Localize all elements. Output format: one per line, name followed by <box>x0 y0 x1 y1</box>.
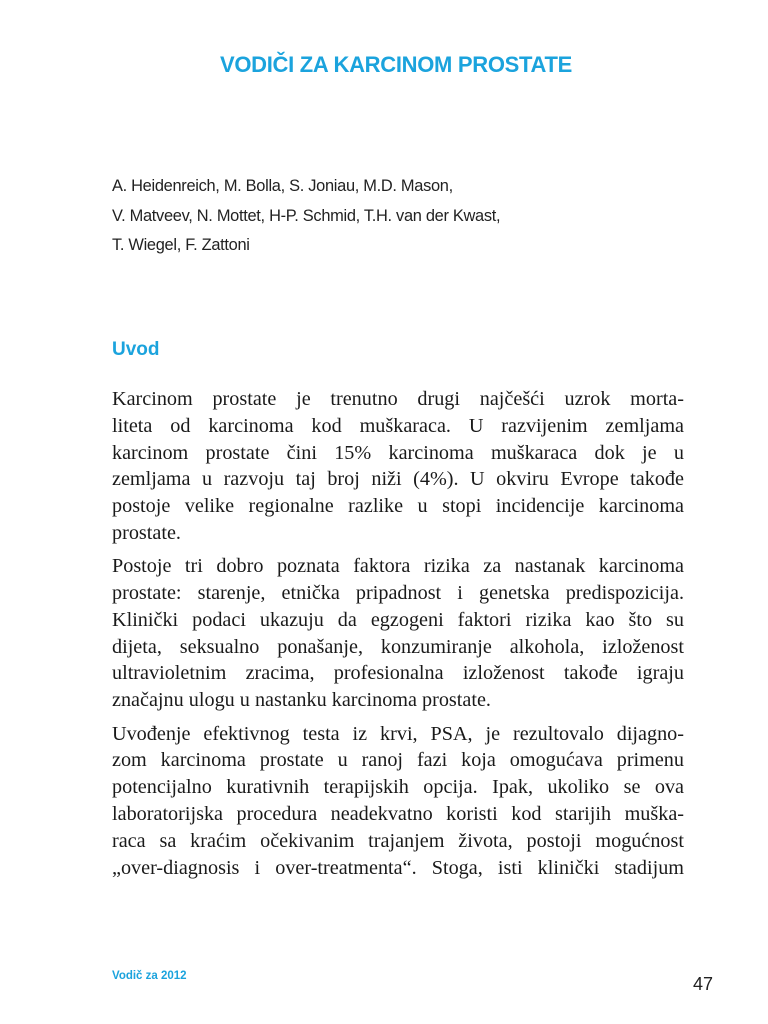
text-line: potencijalno kurativnih terapijskih opcija. Ipak, ukoliko se ova <box>112 776 684 799</box>
author-line: A. Heidenreich, M. Bolla, S. Joniau, M.D. Mason, <box>112 177 453 195</box>
author-line: T. Wiegel, F. Zattoni <box>112 236 250 254</box>
text-line: karcinom prostate čini 15% karcinoma muškaraca dok je u <box>112 441 684 464</box>
text-line: zom karcinoma prostate u ranoj fazi koja omogućava primenu <box>112 749 684 772</box>
section-heading: Uvod <box>112 339 160 360</box>
page-title: VODIČI ZA KARCINOM PROSTATE <box>219 52 573 77</box>
text-line: značajnu ulogu u nastanku karcinoma prostate. <box>112 689 491 712</box>
text-line: raca sa kraćim očekivanim trajanjem života, postoji mogućnost <box>112 829 684 852</box>
body-text <box>112 386 684 888</box>
paragraph <box>112 721 684 882</box>
paragraph <box>112 386 684 547</box>
text-line: „over-diagnosis i over-treatmenta“. Stoga, isti klinički stadijum <box>112 856 684 879</box>
text-line: Klinički podaci ukazuju da egzogeni faktori rizika kao što su <box>112 608 684 631</box>
page-number: 47 <box>693 974 714 994</box>
author-line: V. Matveev, N. Mottet, H-P. Schmid, T.H. van der Kwast, <box>112 206 501 225</box>
text-line: prostate: starenje, etnička pripadnost i genetska predispozicija. <box>112 582 684 605</box>
text-line: postoje velike regionalne razlike u stopi incidencije karcinoma <box>112 495 684 518</box>
paragraph <box>112 553 684 714</box>
footer-label: Vodič za 2012 <box>112 970 187 982</box>
text-line: dijeta, seksualno ponašanje, konzumiranje alkohola, izloženost <box>112 635 684 658</box>
author-list <box>112 172 712 261</box>
text-line: zemljama u razvoju taj broj niži (4%). U okviru Evrope takođe <box>112 468 684 491</box>
text-line: Uvođenje efektivnog testa iz krvi, PSA, je rezultovalo dijagno- <box>112 722 684 745</box>
text-line: laboratorijska procedura neadekvatno koristi kod starijih muška- <box>112 802 684 825</box>
text-line: liteta od karcinoma kod muškaraca. U razvijenim zemljama <box>112 414 684 437</box>
text-line: Postoje tri dobro poznata faktora rizika za nastanak karcinoma <box>112 555 684 578</box>
text-line: Karcinom prostate je trenutno drugi najčešći uzrok morta- <box>112 388 684 410</box>
text-line: prostate. <box>112 521 181 544</box>
text-line: ultravioletnim zracima, profesionalna izloženost takođe igraju <box>112 662 684 685</box>
